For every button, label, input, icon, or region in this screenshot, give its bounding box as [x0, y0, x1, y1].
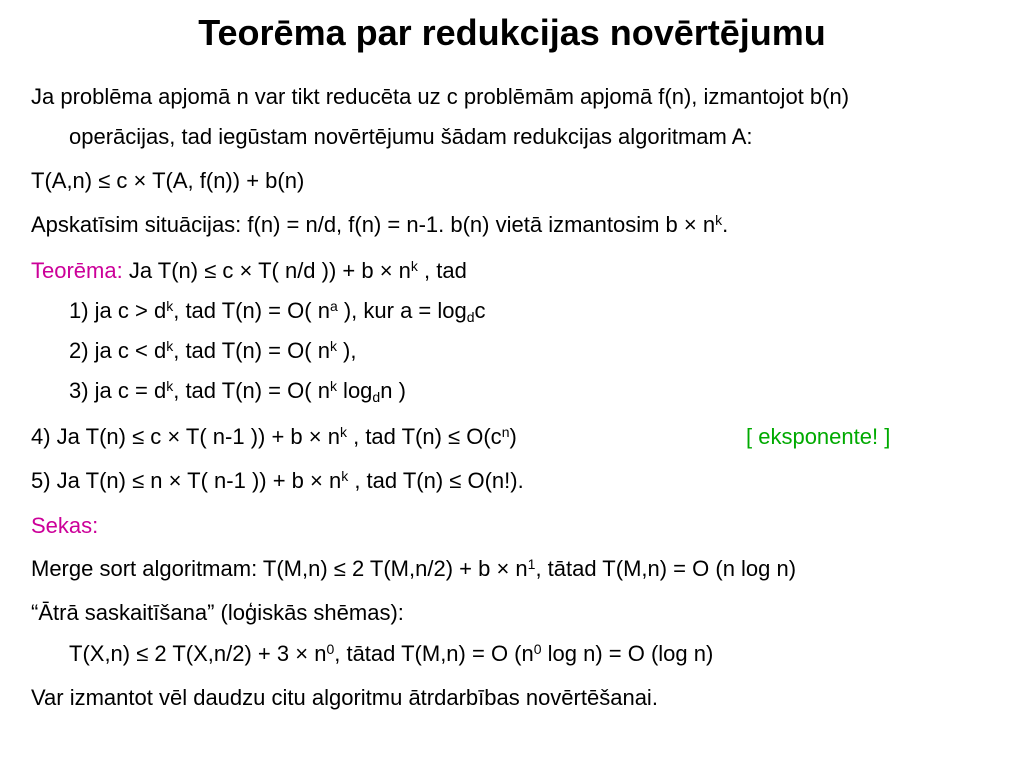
situations-line [31, 212, 728, 238]
reduction-formula: T(A,n) ≤ c × T(A, f(n)) + b(n) [31, 168, 305, 193]
case-text: , tad T(n) = O( n [173, 298, 330, 323]
theorem-statement-a: Ja T(n) ≤ c × T( n/d )) + b × n [122, 258, 411, 283]
exp-0: 0 [533, 641, 542, 657]
case-text: log [336, 378, 373, 403]
case-text: , tad T(n) ≤ O(c [346, 424, 502, 449]
case-text: , tad T(n) = O( n [173, 338, 330, 363]
situations-text: Apskatīsim situācijas: f(n) = n/d, f(n) = n-1. b(n) vietā izmantosim b × n [31, 212, 716, 237]
case-5-line [31, 468, 524, 494]
case-text: ), [336, 338, 357, 363]
exp-0: 0 [326, 641, 335, 657]
exp-k: k [166, 338, 174, 354]
merge-text: , tātad T(M,n) = O (n log n) [535, 556, 797, 581]
exp-k: k [166, 378, 174, 394]
slide-title: Teorēma par redukcijas novērtējumu [198, 12, 826, 53]
case-text: c [474, 298, 486, 323]
fast-addition-formula [69, 641, 713, 667]
exp-k: k [329, 378, 337, 394]
theorem-statement-b: , tad [417, 258, 467, 283]
theorem-line [31, 258, 467, 284]
log-base: d [372, 389, 381, 405]
exp-a: a [329, 298, 338, 314]
theorem-case-3 [69, 378, 406, 404]
fast-addition-heading: “Ātrā saskaitīšana” (loģiskās shēmas): [31, 600, 404, 625]
exp-k: k [715, 212, 723, 228]
closing-line: Var izmantot vēl daudzu citu algoritmu ātrdarbības novērtēšanai. [31, 685, 658, 710]
intro-line-2: operācijas, tad iegūstam novērtējumu šādam redukcijas algoritmam A: [69, 124, 753, 149]
exponent-note: [ eksponente! ] [746, 424, 891, 449]
exp-k: k [410, 258, 418, 274]
merge-sort-line [31, 556, 796, 582]
fast-text: T(X,n) ≤ 2 T(X,n/2) + 3 × n [69, 641, 327, 666]
case-text: ), kur a = log [337, 298, 467, 323]
exp-k: k [166, 298, 174, 314]
log-base: d [466, 309, 475, 325]
consequences-label: Sekas: [31, 513, 99, 538]
intro-line-1: Ja problēma apjomā n var tikt reducēta uz c problēmām apjomā f(n), izmantojot b(n) [31, 84, 850, 109]
exp-k: k [341, 468, 349, 484]
case-text: 5) Ja T(n) ≤ n × T( n-1 )) + b × n [31, 468, 342, 493]
case-text: ) [509, 424, 517, 449]
exp-k: k [329, 338, 337, 354]
case-text: 2) ja c < d [69, 338, 167, 363]
fast-text: log n) = O (log n) [541, 641, 714, 666]
case-text: n ) [380, 378, 406, 403]
exp-n: n [501, 424, 510, 440]
case-text: 4) Ja T(n) ≤ c × T( n-1 )) + b × n [31, 424, 340, 449]
case-text: , tad T(n) = O( n [173, 378, 330, 403]
case-text: 3) ja c = d [69, 378, 167, 403]
theorem-label: Teorēma: [31, 258, 123, 283]
situations-end: . [722, 212, 729, 237]
exp-k: k [339, 424, 347, 440]
exp-1: 1 [527, 556, 536, 572]
merge-text: Merge sort algoritmam: T(M,n) ≤ 2 T(M,n/2) + b × n [31, 556, 528, 581]
case-text: , tad T(n) ≤ O(n!). [348, 468, 524, 493]
case-text: 1) ja c > d [69, 298, 167, 323]
fast-text: , tātad T(M,n) = O (n [334, 641, 534, 666]
theorem-case-2 [69, 338, 357, 364]
theorem-case-1 [69, 298, 486, 324]
case-4-line [31, 424, 517, 450]
